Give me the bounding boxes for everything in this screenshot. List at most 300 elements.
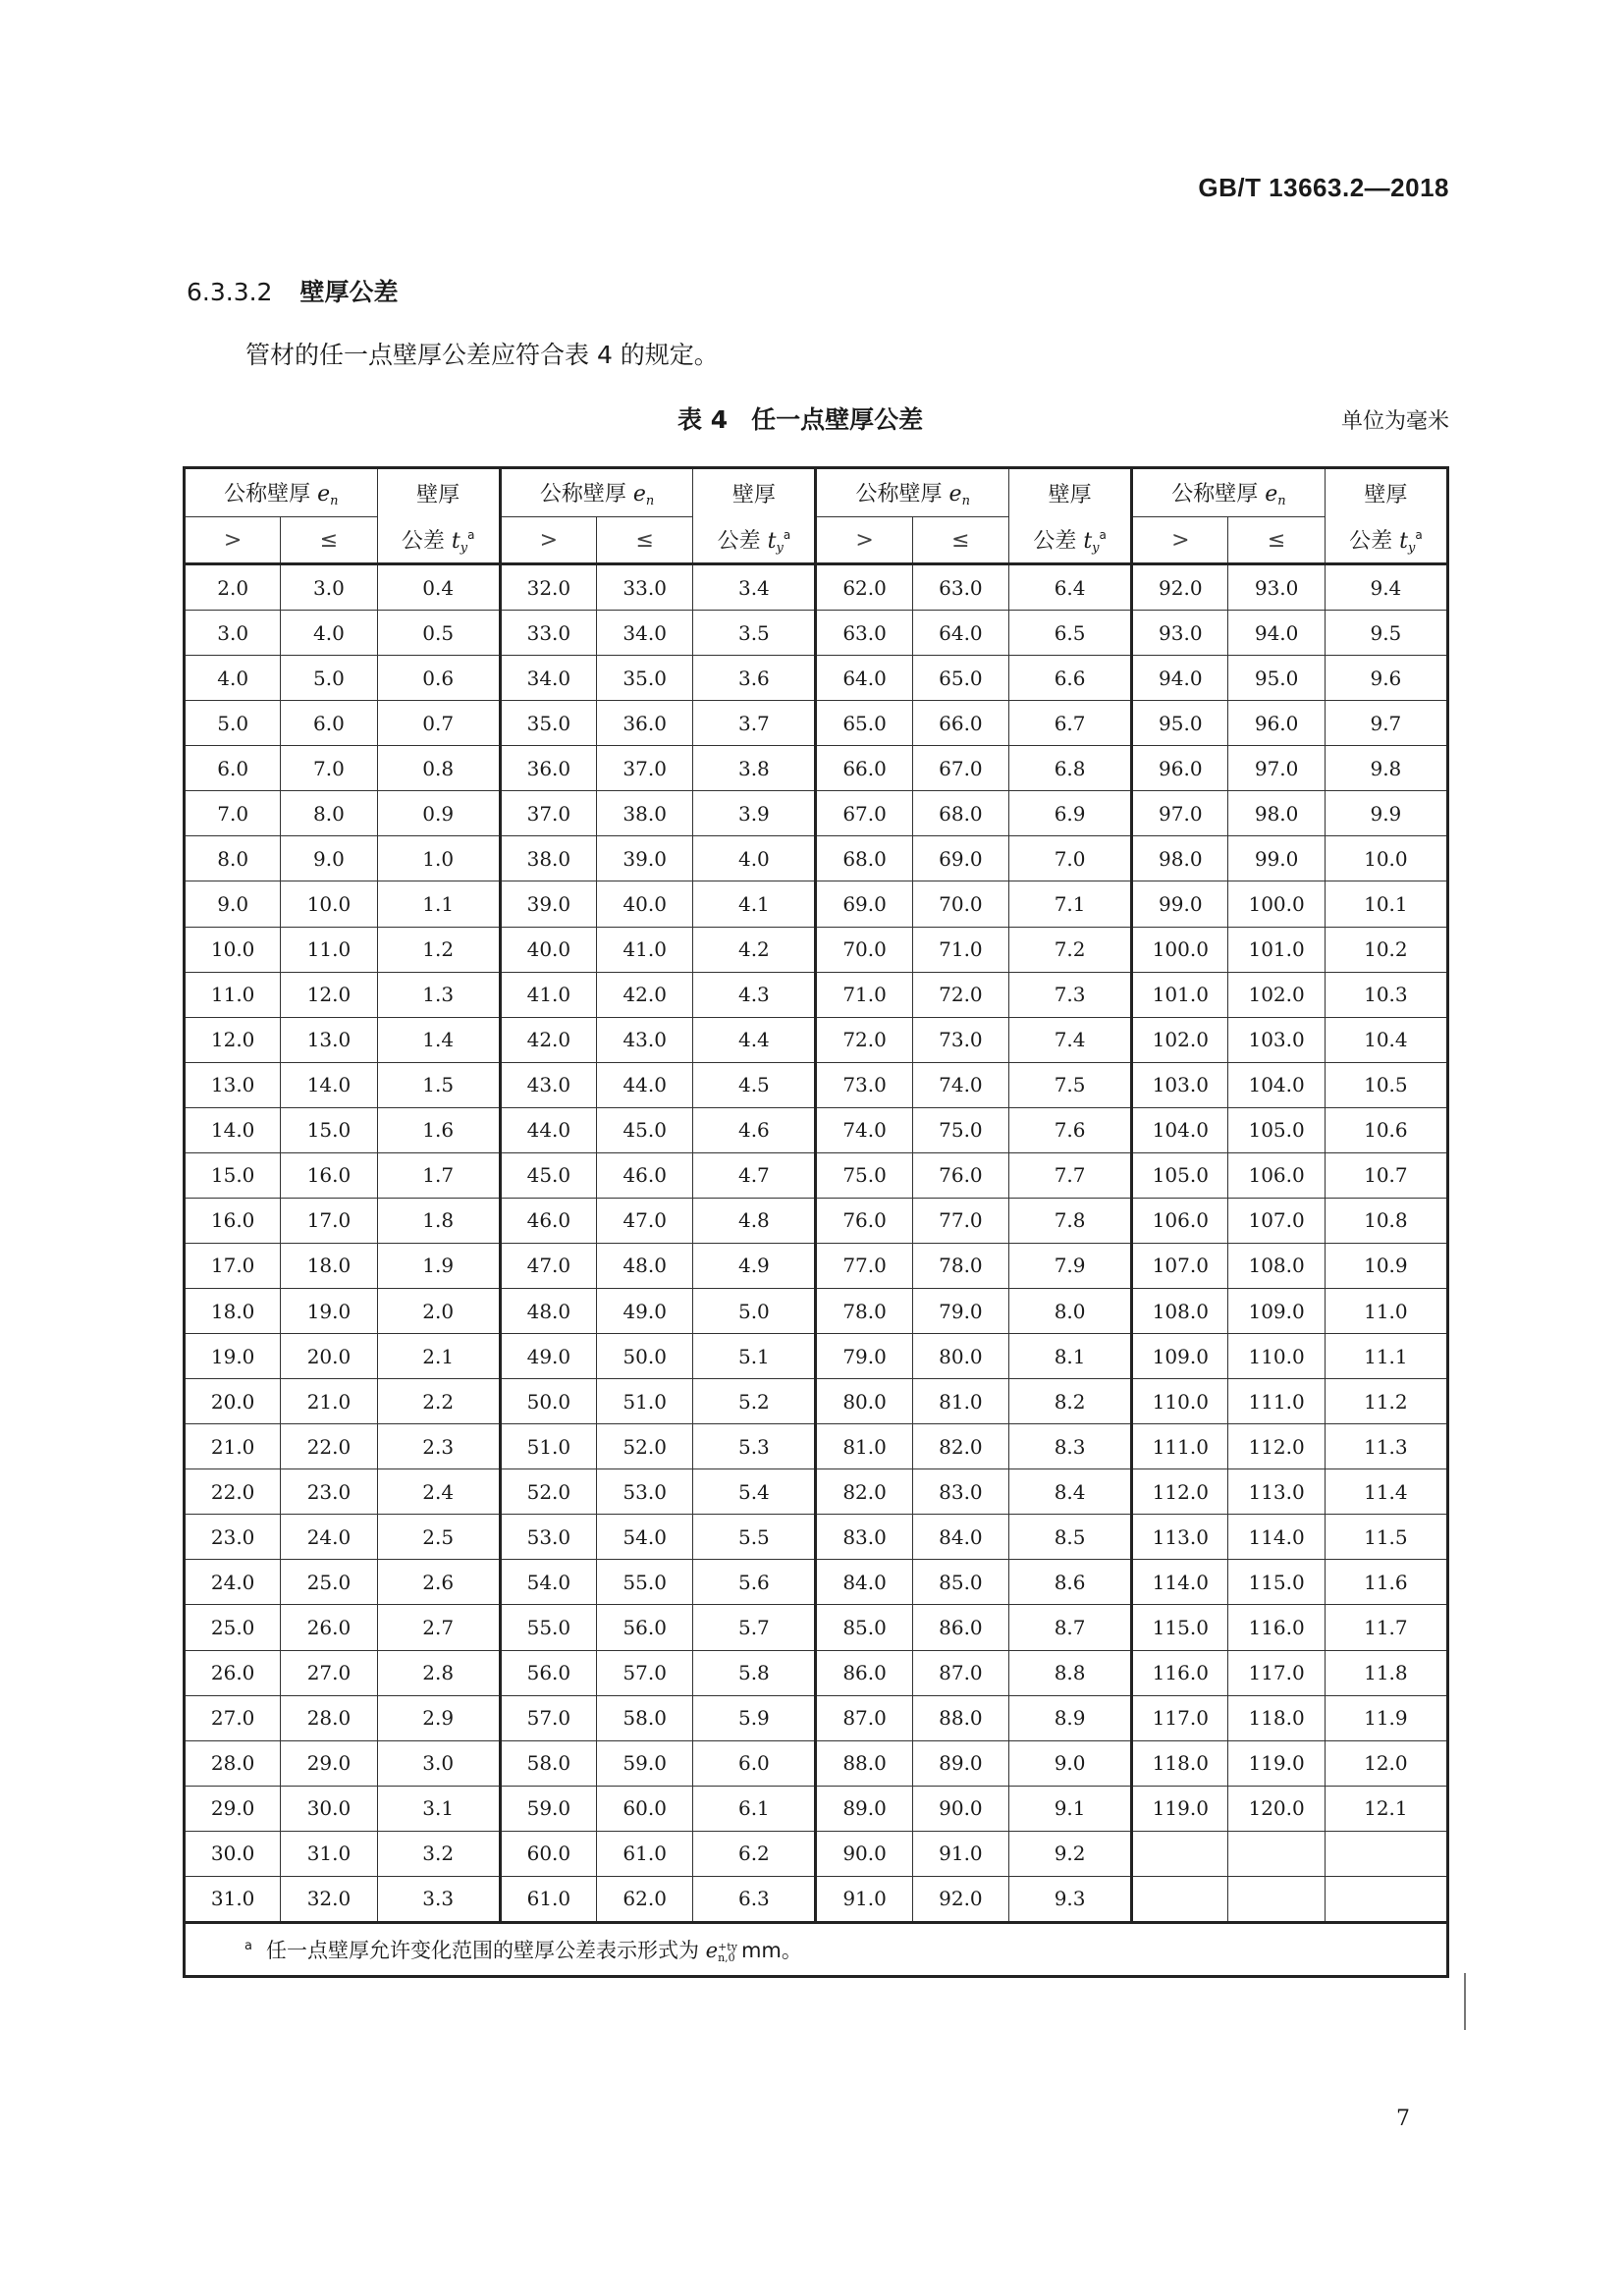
table-cell: 57.0 bbox=[500, 1695, 596, 1740]
table-cell: 4.1 bbox=[693, 881, 816, 927]
table-cell: 91.0 bbox=[816, 1876, 912, 1922]
table-cell: 4.7 bbox=[693, 1152, 816, 1198]
table-cell: 2.5 bbox=[377, 1515, 500, 1560]
table-cell: 50.0 bbox=[597, 1334, 693, 1379]
table-row bbox=[185, 881, 1448, 927]
table-cell: 88.0 bbox=[912, 1695, 1008, 1740]
table-cell: 10.8 bbox=[1325, 1198, 1447, 1243]
table-cell: 44.0 bbox=[597, 1062, 693, 1107]
table-cell: 1.1 bbox=[377, 881, 500, 927]
table-cell: 106.0 bbox=[1132, 1198, 1228, 1243]
table-cell: 11.0 bbox=[281, 927, 377, 972]
table-cell: 7.7 bbox=[1009, 1152, 1132, 1198]
table-cell: 70.0 bbox=[912, 881, 1008, 927]
table-cell: 16.0 bbox=[185, 1198, 281, 1243]
table-cell: 74.0 bbox=[816, 1107, 912, 1152]
table-cell: 0.5 bbox=[377, 611, 500, 656]
table-cell: 94.0 bbox=[1228, 611, 1325, 656]
table-cell: 98.0 bbox=[1132, 836, 1228, 881]
table-cell: 10.2 bbox=[1325, 927, 1447, 972]
table-cell bbox=[1132, 1831, 1228, 1876]
table-cell: 3.2 bbox=[377, 1831, 500, 1876]
table-cell: 96.0 bbox=[1132, 746, 1228, 791]
table-cell: 4.2 bbox=[693, 927, 816, 972]
table-cell: 10.3 bbox=[1325, 972, 1447, 1017]
less-equal-header: ≤ bbox=[597, 517, 693, 564]
table-cell: 78.0 bbox=[912, 1243, 1008, 1288]
table-row bbox=[185, 1243, 1448, 1288]
table-cell: 11.5 bbox=[1325, 1515, 1447, 1560]
greater-than-header: > bbox=[816, 517, 912, 564]
table-cell: 88.0 bbox=[816, 1740, 912, 1786]
table-cell: 61.0 bbox=[500, 1876, 596, 1922]
table-cell: 40.0 bbox=[500, 927, 596, 972]
table-cell: 1.2 bbox=[377, 927, 500, 972]
unit-note: 单位为毫米 bbox=[1340, 409, 1449, 434]
table-cell: 31.0 bbox=[281, 1831, 377, 1876]
table-cell: 97.0 bbox=[1228, 746, 1325, 791]
standard-code: GB/T 13663.2—2018 bbox=[1198, 173, 1449, 202]
less-equal-header: ≤ bbox=[1228, 517, 1325, 564]
table-cell: 11.8 bbox=[1325, 1650, 1447, 1695]
table-row bbox=[185, 1289, 1448, 1334]
table-cell: 15.0 bbox=[185, 1152, 281, 1198]
table-cell: 0.7 bbox=[377, 701, 500, 746]
table-cell bbox=[1325, 1831, 1447, 1876]
table-cell: 19.0 bbox=[185, 1334, 281, 1379]
table-cell: 11.4 bbox=[1325, 1469, 1447, 1515]
table-cell: 77.0 bbox=[816, 1243, 912, 1288]
table-cell: 50.0 bbox=[500, 1379, 596, 1424]
table-cell: 60.0 bbox=[597, 1786, 693, 1831]
table-cell: 66.0 bbox=[816, 746, 912, 791]
table-cell: 119.0 bbox=[1228, 1740, 1325, 1786]
table-cell: 23.0 bbox=[281, 1469, 377, 1515]
table-cell: 114.0 bbox=[1132, 1560, 1228, 1605]
table-cell: 71.0 bbox=[816, 972, 912, 1017]
table-cell: 8.0 bbox=[1009, 1289, 1132, 1334]
table-cell: 73.0 bbox=[912, 1017, 1008, 1062]
table-cell: 29.0 bbox=[185, 1786, 281, 1831]
table-cell: 2.7 bbox=[377, 1605, 500, 1650]
table-cell: 6.2 bbox=[693, 1831, 816, 1876]
table-cell: 28.0 bbox=[281, 1695, 377, 1740]
table-cell: 31.0 bbox=[185, 1876, 281, 1922]
table-cell: 75.0 bbox=[816, 1152, 912, 1198]
table-cell: 116.0 bbox=[1228, 1605, 1325, 1650]
table-cell: 4.8 bbox=[693, 1198, 816, 1243]
table-cell: 8.5 bbox=[1009, 1515, 1132, 1560]
table-cell: 17.0 bbox=[281, 1198, 377, 1243]
table-cell: 26.0 bbox=[281, 1605, 377, 1650]
table-cell: 14.0 bbox=[281, 1062, 377, 1107]
table-cell: 64.0 bbox=[816, 656, 912, 701]
table-cell: 13.0 bbox=[185, 1062, 281, 1107]
table-cell: 24.0 bbox=[281, 1515, 377, 1560]
table-cell: 30.0 bbox=[185, 1831, 281, 1876]
table-cell: 3.5 bbox=[693, 611, 816, 656]
table-row bbox=[185, 1107, 1448, 1152]
table-cell: 63.0 bbox=[912, 564, 1008, 611]
table-row bbox=[185, 701, 1448, 746]
table-cell: 8.7 bbox=[1009, 1605, 1132, 1650]
table-cell: 67.0 bbox=[912, 746, 1008, 791]
table-cell: 3.6 bbox=[693, 656, 816, 701]
table-cell: 36.0 bbox=[597, 701, 693, 746]
table-cell: 95.0 bbox=[1228, 656, 1325, 701]
table-cell: 80.0 bbox=[816, 1379, 912, 1424]
table-cell: 65.0 bbox=[816, 701, 912, 746]
table-cell: 7.2 bbox=[1009, 927, 1132, 972]
table-cell: 4.0 bbox=[281, 611, 377, 656]
table-cell: 60.0 bbox=[500, 1831, 596, 1876]
table-cell: 110.0 bbox=[1228, 1334, 1325, 1379]
table-cell: 63.0 bbox=[816, 611, 912, 656]
table-cell: 37.0 bbox=[597, 746, 693, 791]
table-cell: 69.0 bbox=[816, 881, 912, 927]
table-row bbox=[185, 1198, 1448, 1243]
table-cell: 20.0 bbox=[185, 1379, 281, 1424]
table-cell: 32.0 bbox=[500, 564, 596, 611]
table-cell: 104.0 bbox=[1132, 1107, 1228, 1152]
table-cell: 54.0 bbox=[500, 1560, 596, 1605]
section-title: 壁厚公差 bbox=[299, 278, 399, 306]
table-cell: 11.7 bbox=[1325, 1605, 1447, 1650]
tolerance-header-line2: 公差 $t_y^a$ bbox=[1009, 517, 1132, 564]
table-row bbox=[185, 656, 1448, 701]
table-cell: 39.0 bbox=[597, 836, 693, 881]
table-cell: 6.0 bbox=[281, 701, 377, 746]
table-cell: 2.4 bbox=[377, 1469, 500, 1515]
table-cell: 13.0 bbox=[281, 1017, 377, 1062]
table-cell: 72.0 bbox=[816, 1017, 912, 1062]
table-cell: 53.0 bbox=[500, 1515, 596, 1560]
table-cell: 7.8 bbox=[1009, 1198, 1132, 1243]
table-cell: 37.0 bbox=[500, 791, 596, 836]
table-cell: 9.2 bbox=[1009, 1831, 1132, 1876]
table-cell: 56.0 bbox=[500, 1650, 596, 1695]
table-cell: 10.4 bbox=[1325, 1017, 1447, 1062]
table-row bbox=[185, 1876, 1448, 1922]
table-cell: 3.1 bbox=[377, 1786, 500, 1831]
table-cell: 8.3 bbox=[1009, 1424, 1132, 1469]
table-cell: 21.0 bbox=[185, 1424, 281, 1469]
table-cell: 19.0 bbox=[281, 1289, 377, 1334]
table-cell: 35.0 bbox=[500, 701, 596, 746]
table-cell: 2.9 bbox=[377, 1695, 500, 1740]
table-cell: 48.0 bbox=[500, 1289, 596, 1334]
table-cell: 18.0 bbox=[281, 1243, 377, 1288]
table-cell: 11.3 bbox=[1325, 1424, 1447, 1469]
footnote-text: 任一点壁厚允许变化范围的壁厚公差表示形式为 bbox=[265, 1939, 699, 1962]
table-cell: 3.8 bbox=[693, 746, 816, 791]
table-cell: 53.0 bbox=[597, 1469, 693, 1515]
table-cell: 59.0 bbox=[597, 1740, 693, 1786]
table-cell: 7.1 bbox=[1009, 881, 1132, 927]
table-cell: 49.0 bbox=[597, 1289, 693, 1334]
table-row bbox=[185, 1424, 1448, 1469]
table-cell: 72.0 bbox=[912, 972, 1008, 1017]
table-cell: 8.4 bbox=[1009, 1469, 1132, 1515]
table-cell: 42.0 bbox=[597, 972, 693, 1017]
table-cell: 21.0 bbox=[281, 1379, 377, 1424]
table-cell: 41.0 bbox=[500, 972, 596, 1017]
table-row bbox=[185, 1786, 1448, 1831]
table-cell: 99.0 bbox=[1132, 881, 1228, 927]
table-cell: 6.5 bbox=[1009, 611, 1132, 656]
table-cell: 1.6 bbox=[377, 1107, 500, 1152]
table-cell: 26.0 bbox=[185, 1650, 281, 1695]
table-row bbox=[185, 1062, 1448, 1107]
tolerance-header-line2: 公差 $t_y^a$ bbox=[1325, 517, 1447, 564]
table-cell: 15.0 bbox=[281, 1107, 377, 1152]
tolerance-header-line1: 壁厚 bbox=[1009, 468, 1132, 517]
table-cell: 66.0 bbox=[912, 701, 1008, 746]
table-cell: 120.0 bbox=[1228, 1786, 1325, 1831]
tolerance-header-line1: 壁厚 bbox=[693, 468, 816, 517]
table-cell: 100.0 bbox=[1228, 881, 1325, 927]
table-cell: 9.0 bbox=[185, 881, 281, 927]
table-cell: 81.0 bbox=[816, 1424, 912, 1469]
table-cell: 25.0 bbox=[281, 1560, 377, 1605]
table-cell: 87.0 bbox=[912, 1650, 1008, 1695]
table-cell: 8.0 bbox=[281, 791, 377, 836]
table-cell: 115.0 bbox=[1228, 1560, 1325, 1605]
table-cell: 4.9 bbox=[693, 1243, 816, 1288]
table-cell: 109.0 bbox=[1228, 1289, 1325, 1334]
table-cell: 49.0 bbox=[500, 1334, 596, 1379]
table-cell: 43.0 bbox=[597, 1017, 693, 1062]
table-cell: 2.3 bbox=[377, 1424, 500, 1469]
table-cell: 2.0 bbox=[185, 564, 281, 611]
table-cell: 10.6 bbox=[1325, 1107, 1447, 1152]
table-cell: 89.0 bbox=[816, 1786, 912, 1831]
table-cell: 22.0 bbox=[185, 1469, 281, 1515]
table-cell: 9.1 bbox=[1009, 1786, 1132, 1831]
less-equal-header: ≤ bbox=[281, 517, 377, 564]
table-row bbox=[185, 972, 1448, 1017]
table-cell bbox=[1325, 1876, 1447, 1922]
table-cell: 34.0 bbox=[597, 611, 693, 656]
table-cell: 35.0 bbox=[597, 656, 693, 701]
table-cell: 6.7 bbox=[1009, 701, 1132, 746]
table-row bbox=[185, 1334, 1448, 1379]
table-cell: 108.0 bbox=[1132, 1289, 1228, 1334]
table-cell: 8.8 bbox=[1009, 1650, 1132, 1695]
table-cell: 8.9 bbox=[1009, 1695, 1132, 1740]
table-cell: 115.0 bbox=[1132, 1605, 1228, 1650]
table-cell: 69.0 bbox=[912, 836, 1008, 881]
table-cell: 3.0 bbox=[377, 1740, 500, 1786]
table-cell: 117.0 bbox=[1228, 1650, 1325, 1695]
table-cell: 62.0 bbox=[597, 1876, 693, 1922]
table-cell: 101.0 bbox=[1132, 972, 1228, 1017]
table-cell: 7.4 bbox=[1009, 1017, 1132, 1062]
table-cell: 8.0 bbox=[185, 836, 281, 881]
table-row bbox=[185, 1560, 1448, 1605]
table-cell: 7.0 bbox=[185, 791, 281, 836]
table-cell: 2.8 bbox=[377, 1650, 500, 1695]
table-row bbox=[185, 1605, 1448, 1650]
table-row bbox=[185, 1379, 1448, 1424]
table-cell: 2.0 bbox=[377, 1289, 500, 1334]
table-cell: 94.0 bbox=[1132, 656, 1228, 701]
section-heading bbox=[187, 273, 398, 308]
table-cell: 1.5 bbox=[377, 1062, 500, 1107]
table-cell: 107.0 bbox=[1132, 1243, 1228, 1288]
table-cell: 10.9 bbox=[1325, 1243, 1447, 1288]
table-cell: 106.0 bbox=[1228, 1152, 1325, 1198]
table-cell: 3.0 bbox=[185, 611, 281, 656]
section-number: 6.3.3.2 bbox=[187, 278, 273, 306]
table-cell: 98.0 bbox=[1228, 791, 1325, 836]
table-cell: 27.0 bbox=[281, 1650, 377, 1695]
table-cell: 2.6 bbox=[377, 1560, 500, 1605]
nominal-thickness-header: 公称壁厚 $e_n$ bbox=[1132, 468, 1326, 517]
table-cell: 87.0 bbox=[816, 1695, 912, 1740]
table-cell: 76.0 bbox=[912, 1152, 1008, 1198]
table-number: 表 4 bbox=[677, 405, 729, 434]
table-cell: 95.0 bbox=[1132, 701, 1228, 746]
table-cell: 58.0 bbox=[500, 1740, 596, 1786]
table-cell: 112.0 bbox=[1228, 1424, 1325, 1469]
table-cell: 93.0 bbox=[1228, 564, 1325, 611]
table-cell bbox=[1228, 1831, 1325, 1876]
table-row bbox=[185, 791, 1448, 836]
table-cell: 93.0 bbox=[1132, 611, 1228, 656]
table-cell: 103.0 bbox=[1132, 1062, 1228, 1107]
table-cell: 9.3 bbox=[1009, 1876, 1132, 1922]
table-cell: 23.0 bbox=[185, 1515, 281, 1560]
table-cell: 6.4 bbox=[1009, 564, 1132, 611]
table-cell: 5.0 bbox=[281, 656, 377, 701]
table-cell: 8.6 bbox=[1009, 1560, 1132, 1605]
table-cell: 78.0 bbox=[816, 1289, 912, 1334]
table-cell: 1.9 bbox=[377, 1243, 500, 1288]
table-cell: 67.0 bbox=[816, 791, 912, 836]
table-cell: 113.0 bbox=[1132, 1515, 1228, 1560]
table-cell: 85.0 bbox=[816, 1605, 912, 1650]
table-cell: 92.0 bbox=[912, 1876, 1008, 1922]
table-caption bbox=[677, 400, 923, 436]
table-cell: 14.0 bbox=[185, 1107, 281, 1152]
table-cell: 55.0 bbox=[597, 1560, 693, 1605]
table-row bbox=[185, 1740, 1448, 1786]
table-cell: 55.0 bbox=[500, 1605, 596, 1650]
table-cell: 118.0 bbox=[1228, 1695, 1325, 1740]
table-title: 任一点壁厚公差 bbox=[751, 405, 924, 434]
table-cell: 113.0 bbox=[1228, 1469, 1325, 1515]
table-cell: 105.0 bbox=[1228, 1107, 1325, 1152]
table-cell: 7.6 bbox=[1009, 1107, 1132, 1152]
table-cell: 9.8 bbox=[1325, 746, 1447, 791]
table-cell: 45.0 bbox=[500, 1152, 596, 1198]
table-cell: 58.0 bbox=[597, 1695, 693, 1740]
table-cell: 7.9 bbox=[1009, 1243, 1132, 1288]
table-cell: 33.0 bbox=[597, 564, 693, 611]
table-cell: 103.0 bbox=[1228, 1017, 1325, 1062]
table-cell: 47.0 bbox=[500, 1243, 596, 1288]
table-cell: 74.0 bbox=[912, 1062, 1008, 1107]
table-cell: 117.0 bbox=[1132, 1695, 1228, 1740]
table-cell: 84.0 bbox=[816, 1560, 912, 1605]
table-cell: 5.0 bbox=[185, 701, 281, 746]
table-cell: 83.0 bbox=[912, 1469, 1008, 1515]
table-row bbox=[185, 611, 1448, 656]
table-cell: 4.3 bbox=[693, 972, 816, 1017]
table-cell: 28.0 bbox=[185, 1740, 281, 1786]
table-cell: 75.0 bbox=[912, 1107, 1008, 1152]
table-cell: 43.0 bbox=[500, 1062, 596, 1107]
table-cell: 39.0 bbox=[500, 881, 596, 927]
table-cell: 5.0 bbox=[693, 1289, 816, 1334]
table-cell: 7.0 bbox=[281, 746, 377, 791]
table-cell: 5.7 bbox=[693, 1605, 816, 1650]
table-cell: 6.3 bbox=[693, 1876, 816, 1922]
table-cell: 8.1 bbox=[1009, 1334, 1132, 1379]
table-cell: 110.0 bbox=[1132, 1379, 1228, 1424]
table-cell: 56.0 bbox=[597, 1605, 693, 1650]
table-footnote bbox=[185, 1923, 1448, 1977]
table-cell: 82.0 bbox=[816, 1469, 912, 1515]
table-cell: 68.0 bbox=[912, 791, 1008, 836]
table-cell: 114.0 bbox=[1228, 1515, 1325, 1560]
greater-than-header: > bbox=[500, 517, 596, 564]
table-cell: 4.4 bbox=[693, 1017, 816, 1062]
table-cell: 11.2 bbox=[1325, 1379, 1447, 1424]
table-cell: 6.9 bbox=[1009, 791, 1132, 836]
greater-than-header: > bbox=[1132, 517, 1228, 564]
nominal-thickness-header: 公称壁厚 $e_n$ bbox=[185, 468, 378, 517]
table-cell: 52.0 bbox=[597, 1424, 693, 1469]
table-cell: 25.0 bbox=[185, 1605, 281, 1650]
table-cell: 18.0 bbox=[185, 1289, 281, 1334]
wall-thickness-tolerance-table bbox=[183, 466, 1449, 1978]
table-cell: 11.1 bbox=[1325, 1334, 1447, 1379]
tolerance-header-line1: 壁厚 bbox=[1325, 468, 1447, 517]
table-cell: 24.0 bbox=[185, 1560, 281, 1605]
table-row bbox=[185, 746, 1448, 791]
nominal-thickness-header: 公称壁厚 $e_n$ bbox=[500, 468, 693, 517]
table-cell: 83.0 bbox=[816, 1515, 912, 1560]
page-number: 7 bbox=[1396, 2107, 1410, 2131]
table-cell: 3.7 bbox=[693, 701, 816, 746]
table-cell: 2.1 bbox=[377, 1334, 500, 1379]
table-row bbox=[185, 927, 1448, 972]
table-row bbox=[185, 1650, 1448, 1695]
table-cell: 92.0 bbox=[1132, 564, 1228, 611]
nominal-thickness-header: 公称壁厚 $e_n$ bbox=[816, 468, 1009, 517]
table-cell: 47.0 bbox=[597, 1198, 693, 1243]
table-cell: 1.3 bbox=[377, 972, 500, 1017]
table-cell: 4.0 bbox=[185, 656, 281, 701]
table-cell: 33.0 bbox=[500, 611, 596, 656]
table-cell: 64.0 bbox=[912, 611, 1008, 656]
table-cell: 0.9 bbox=[377, 791, 500, 836]
table-cell: 104.0 bbox=[1228, 1062, 1325, 1107]
table-cell: 90.0 bbox=[816, 1831, 912, 1876]
table-cell: 101.0 bbox=[1228, 927, 1325, 972]
table-cell: 48.0 bbox=[597, 1243, 693, 1288]
table-cell: 8.2 bbox=[1009, 1379, 1132, 1424]
table-cell: 46.0 bbox=[500, 1198, 596, 1243]
table-cell: 65.0 bbox=[912, 656, 1008, 701]
table-cell: 102.0 bbox=[1132, 1017, 1228, 1062]
table-cell: 100.0 bbox=[1132, 927, 1228, 972]
table-cell: 70.0 bbox=[816, 927, 912, 972]
table-cell: 0.8 bbox=[377, 746, 500, 791]
table-cell: 54.0 bbox=[597, 1515, 693, 1560]
